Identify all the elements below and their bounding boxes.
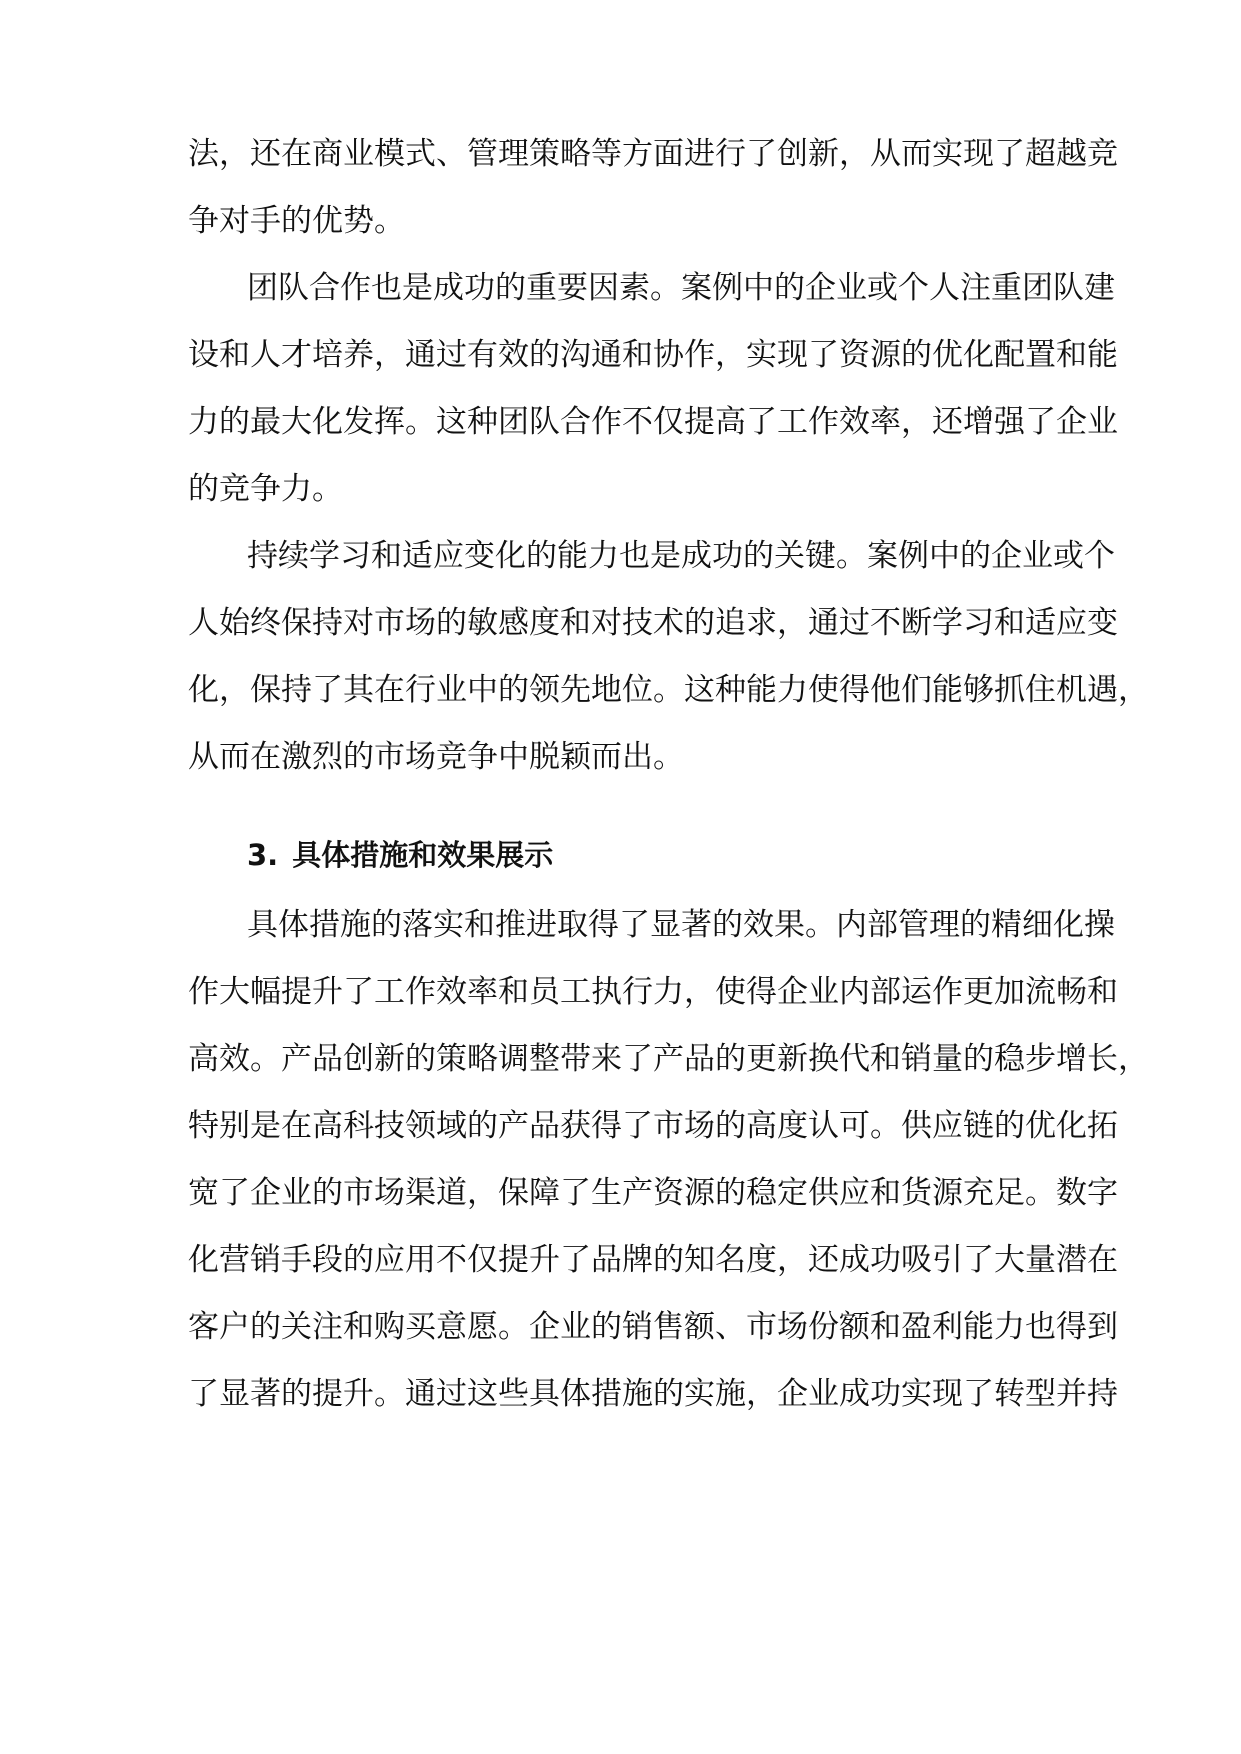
paragraph-line: 的竞争力。 — [188, 471, 343, 507]
paragraph-line: 高效。产品创新的策略调整带来了产品的更新换代和销量的稳步增长， — [188, 1041, 1149, 1077]
paragraph-line: 从而在激烈的市场竞争中脱颖而出。 — [188, 739, 684, 775]
section-number: 3. — [247, 838, 279, 872]
paragraph-line: 人始终保持对市场的敏感度和对技术的追求，通过不断学习和适应变 — [188, 605, 1118, 641]
paragraph-line: 具体措施的落实和推进取得了显著的效果。内部管理的精细化操 — [247, 907, 1115, 943]
paragraph-line: 法，还在商业模式、管理策略等方面进行了创新，从而实现了超越竞 — [188, 136, 1118, 172]
paragraph-line: 团队合作也是成功的重要因素。案例中的企业或个人注重团队建 — [247, 270, 1115, 306]
paragraph-line: 持续学习和适应变化的能力也是成功的关键。案例中的企业或个 — [247, 538, 1115, 574]
section-heading — [247, 835, 553, 875]
paragraph-line: 力的最大化发挥。这种团队合作不仅提高了工作效率，还增强了企业 — [188, 404, 1118, 440]
paragraph-line: 作大幅提升了工作效率和员工执行力，使得企业内部运作更加流畅和 — [188, 974, 1118, 1010]
section-title: 具体措施和效果展示 — [292, 838, 554, 872]
paragraph-line: 宽了企业的市场渠道，保障了生产资源的稳定供应和货源充足。数字 — [188, 1175, 1118, 1211]
paragraph-line: 争对手的优势。 — [188, 203, 405, 239]
paragraph-line: 设和人才培养，通过有效的沟通和协作，实现了资源的优化配置和能 — [188, 337, 1118, 373]
paragraph-line: 特别是在高科技领域的产品获得了市场的高度认可。供应链的优化拓 — [188, 1108, 1118, 1144]
paragraph-line: 了显著的提升。通过这些具体措施的实施，企业成功实现了转型并持 — [188, 1376, 1118, 1412]
paragraph-line: 客户的关注和购买意愿。企业的销售额、市场份额和盈利能力也得到 — [188, 1309, 1118, 1345]
paragraph-line: 化营销手段的应用不仅提升了品牌的知名度，还成功吸引了大量潜在 — [188, 1242, 1118, 1278]
paragraph-line: 化，保持了其在行业中的领先地位。这种能力使得他们能够抓住机遇， — [188, 672, 1149, 708]
